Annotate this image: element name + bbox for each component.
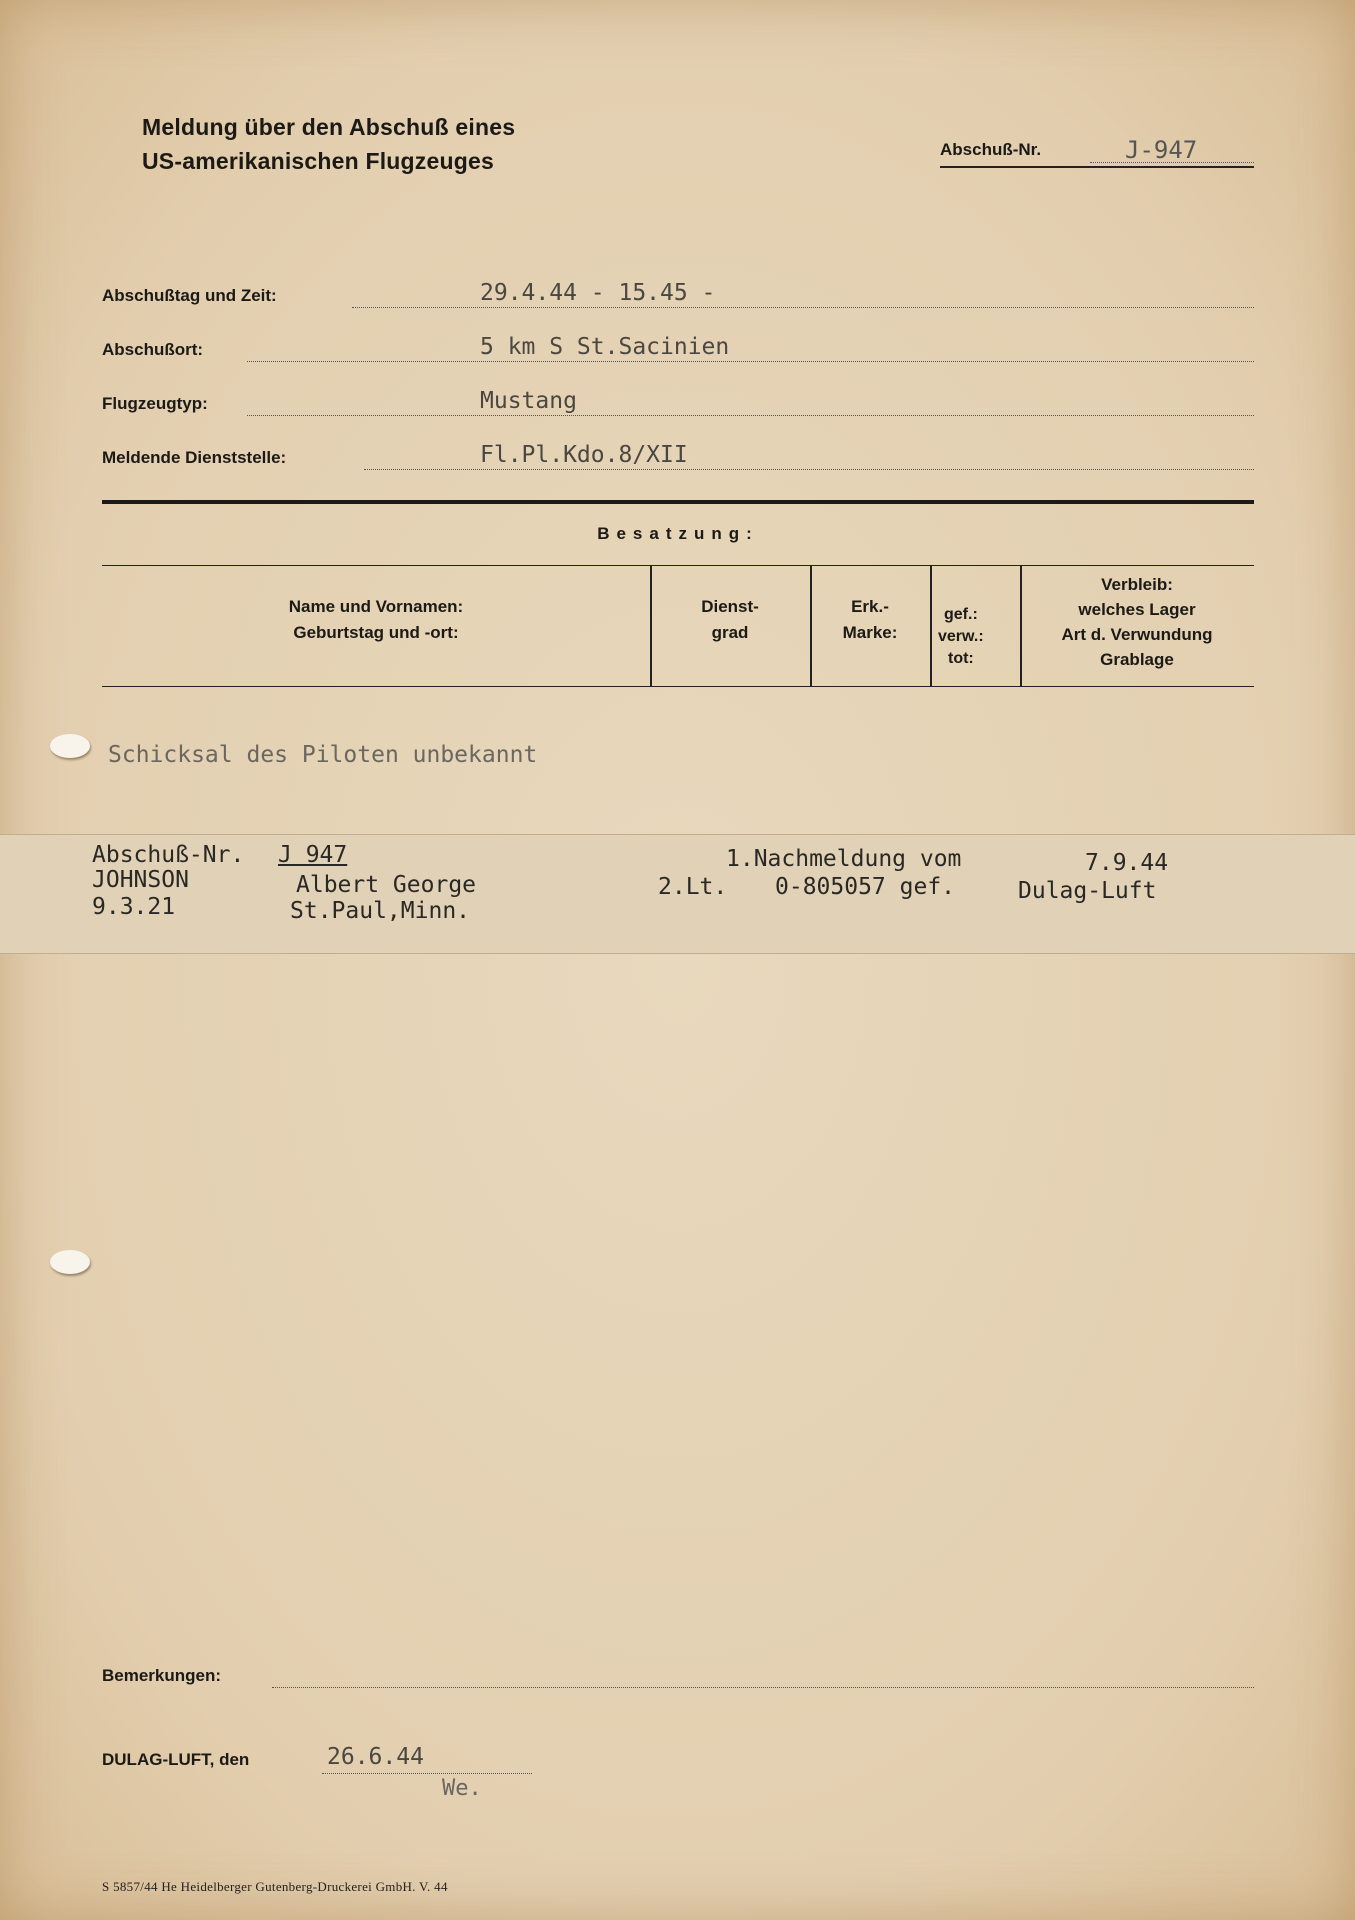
dotted-line [364,469,1254,470]
dulag-date: 26.6.44 [327,1744,424,1770]
dulag-label: DULAG-LUFT, den [102,1750,250,1769]
abschusstag-field [102,280,1254,310]
strip-abschuss-label: Abschuß-Nr. [92,842,245,868]
abschussort-value: 5 km S St.Sacinien [480,334,730,360]
abschusstag-value: 29.4.44 - 15.45 - [480,280,716,306]
header-erk-line-1: Erk.- [851,597,889,616]
header-name [102,594,650,646]
strip-surname: JOHNSON [92,867,189,893]
strip-serial: 0-805057 gef. [775,874,956,900]
section-divider [102,500,1254,504]
printer-footer: S 5857/44 He Heidelberger Gutenberg-Druckerei GmbH. V. 44 [102,1879,448,1894]
header-erk-line-2: Marke: [842,623,898,642]
crew-section-title: Besatzung: [597,524,759,543]
header-verbleib-title: Verbleib: [1101,575,1173,594]
remarks-label: Bemerkungen: [102,1666,222,1685]
abschuss-nr-label: Abschuß-Nr. [940,140,1042,159]
strip-birthplace: St.Paul,Minn. [290,898,471,924]
punch-hole [50,734,90,758]
abschussort-field [102,334,1254,364]
title-line-2: US-amerikanischen Flugzeuges [142,148,494,174]
header-verbleib-line-3: Grablage [1100,650,1174,669]
strip-rank: 2.Lt. [658,874,728,900]
strip-firstname: Albert George [296,872,477,898]
dienststelle-value: Fl.Pl.Kdo.8/XII [480,442,688,468]
crew-table-header [102,565,1254,687]
dienststelle-label: Meldende Dienststelle: [102,448,287,467]
header-status [938,604,1018,670]
supplement-report-strip [0,834,1355,954]
abschuss-nr-field [940,136,1254,168]
header-status-verw: verw.: [938,628,984,645]
header-status-tot: tot: [948,650,974,667]
abschusstag-label: Abschußtag und Zeit: [102,286,277,305]
dotted-line [352,307,1254,308]
header-name-line-2: Geburtstag und -ort: [293,623,459,642]
flugzeugtyp-field [102,388,1254,418]
dotted-line [272,1687,1254,1688]
dotted-line [247,361,1254,362]
strip-nachmeldung-date: 7.9.44 [1085,850,1169,876]
header-dienstgrad-line-2: grad [711,623,749,642]
flugzeugtyp-value: Mustang [480,388,577,414]
abschussort-label: Abschußort: [102,340,204,359]
header-verbleib [1020,572,1254,672]
strip-camp: Dulag-Luft [1018,878,1157,904]
punch-hole [50,1250,90,1274]
header-dienstgrad-line-1: Dienst- [701,597,759,616]
abschuss-nr-value: J-947 [1125,136,1198,164]
pilot-fate-note: Schicksal des Piloten unbekannt [108,742,538,768]
signature-initials: We. [442,1776,482,1801]
strip-birthdate: 9.3.21 [92,894,176,920]
header-dienstgrad [650,594,810,646]
column-divider [930,566,932,686]
header-status-gef: gef.: [944,606,978,623]
header-verbleib-line-1: welches Lager [1078,600,1196,619]
remarks-field [102,1660,1254,1690]
dotted-line [247,415,1254,416]
dotted-line [322,1773,532,1774]
title-line-1: Meldung über den Abschuß eines [142,114,516,140]
document-title [142,110,515,178]
header-name-line-1: Name und Vornamen: [288,597,464,616]
flugzeugtyp-label: Flugzeugtyp: [102,394,208,413]
header-erkennungsmarke [810,594,930,646]
strip-abschuss-value: J 947 [278,842,348,868]
dulag-date-field [102,1744,532,1776]
header-verbleib-line-2: Art d. Verwundung [1061,625,1213,644]
dienststelle-field [102,442,1254,472]
strip-nachmeldung: 1.Nachmeldung vom [726,846,962,872]
